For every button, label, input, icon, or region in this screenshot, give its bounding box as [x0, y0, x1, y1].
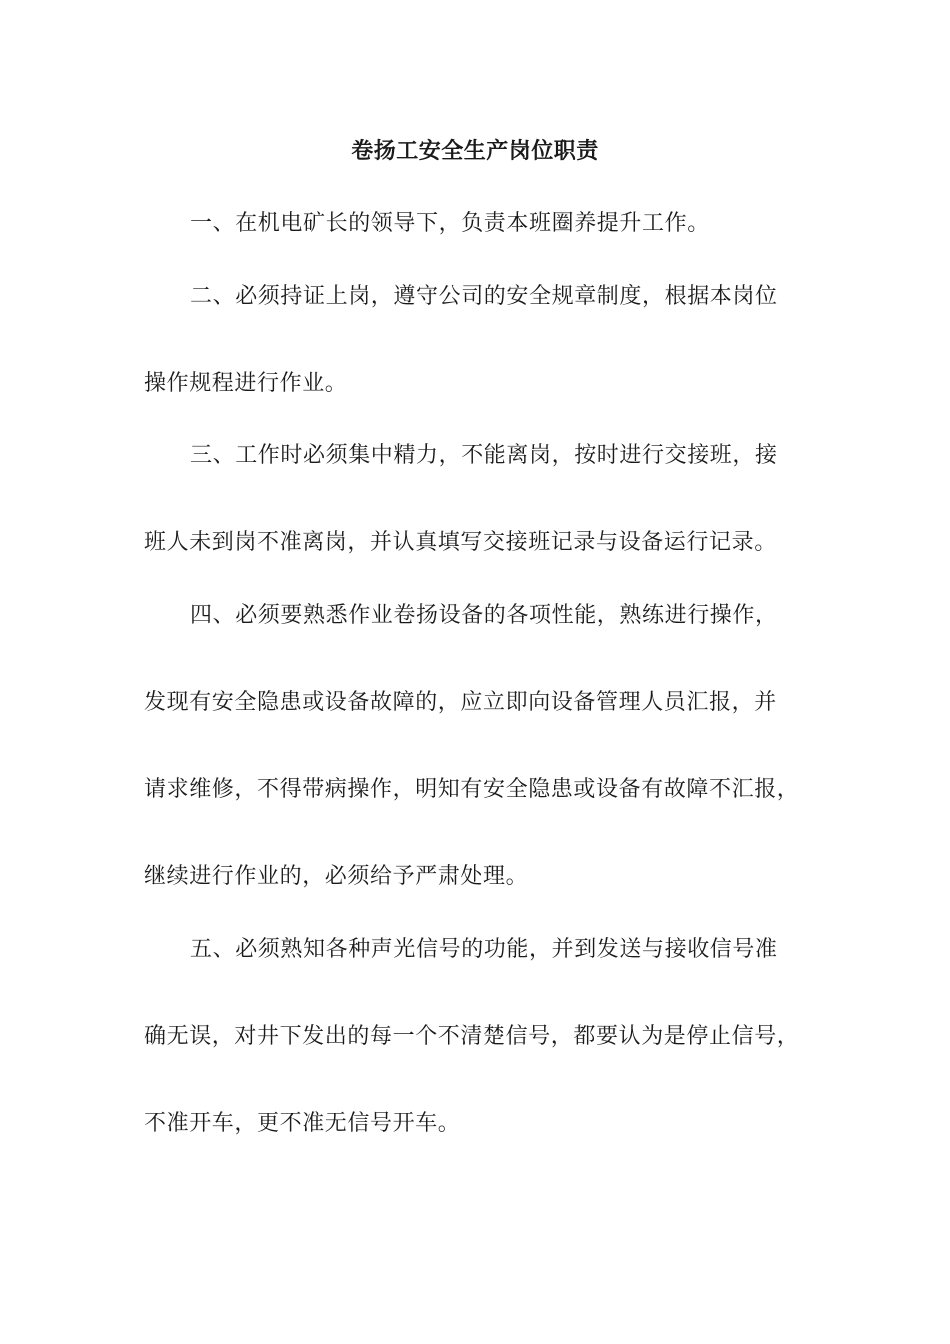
paragraph-line-11: 确无误，对井下发出的每一个不清楚信号，都要认为是停止信号， [144, 1024, 800, 1049]
paragraph-line-7: 发现有安全隐患或设备故障的，应立即向设备管理人员汇报，并 [144, 690, 777, 715]
document-title: 卷扬工安全生产岗位职责 [351, 139, 599, 164]
paragraph-line-4: 三、工作时必须集中精力，不能离岗，按时进行交接班，接 [190, 443, 778, 468]
paragraph-line-3: 操作规程进行作业。 [144, 371, 348, 396]
paragraph-line-10: 五、必须熟知各种声光信号的功能，并到发送与接收信号准 [190, 937, 778, 962]
paragraph-line-12: 不准开车，更不准无信号开车。 [144, 1111, 461, 1136]
paragraph-line-1: 一、在机电矿长的领导下，负责本班圈养提升工作。 [190, 211, 710, 236]
paragraph-line-8: 请求维修，不得带病操作，明知有安全隐患或设备有故障不汇报， [144, 777, 800, 802]
paragraph-line-5: 班人未到岗不准离岗，并认真填写交接班记录与设备运行记录。 [144, 530, 777, 555]
paragraph-line-6: 四、必须要熟悉作业卷扬设备的各项性能，熟练进行操作， [190, 603, 778, 628]
paragraph-line-9: 继续进行作业的，必须给予严肃处理。 [144, 864, 529, 889]
paragraph-line-2: 二、必须持证上岗，遵守公司的安全规章制度，根据本岗位 [190, 284, 778, 309]
